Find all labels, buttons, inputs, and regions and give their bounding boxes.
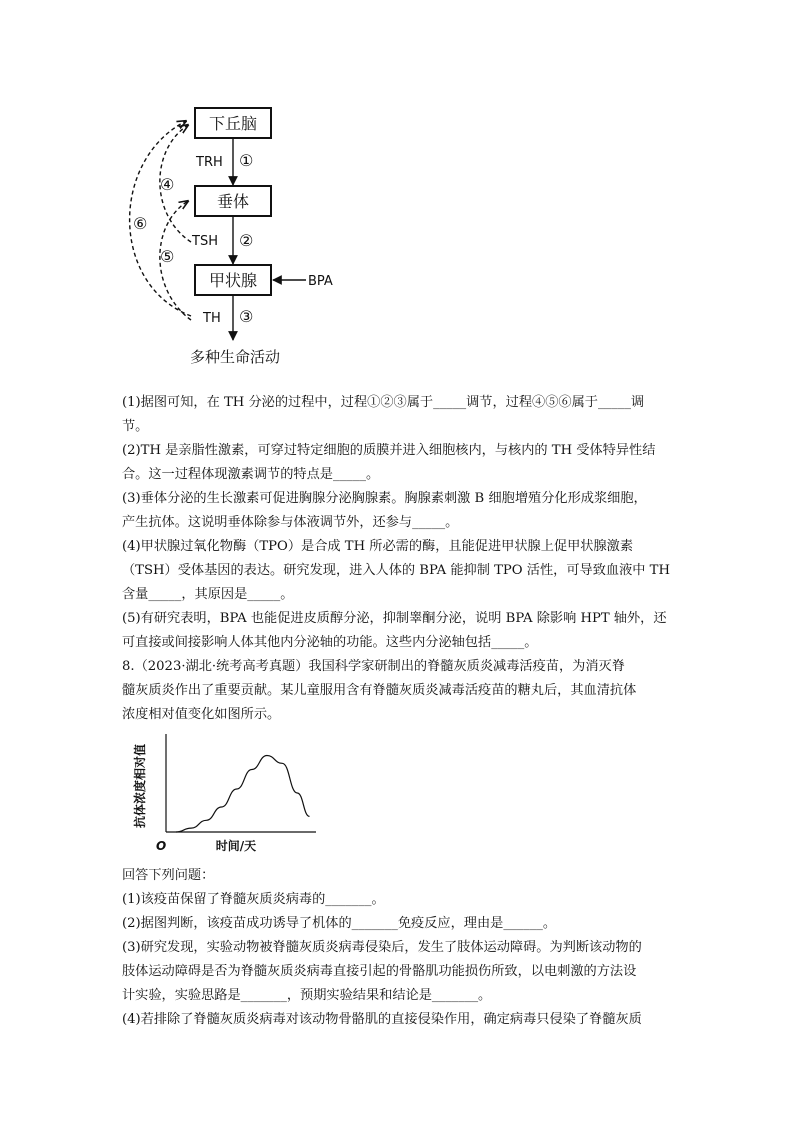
hpt-axis-diagram [0,0,800,380]
q7-line: (2)TH 是亲脂性激素，可穿过特定细胞的质膜并进入细胞核内，与核内的 TH 受体特异性结 [122,443,656,458]
origin-label: O [156,839,167,853]
q7-line: 可直接或间接影响人体其他内分泌轴的功能。这些内分泌轴包括_____。 [122,635,538,650]
q8-line: (2)据图判断，该疫苗成功诱导了机体的_______免疫反应，理由是______。 [122,916,557,931]
result-label: 多种生命活动 [190,348,281,366]
q8-text [122,864,682,1032]
q8-line: (1)该疫苗保留了脊髓灰质炎病毒的_______。 [122,892,385,907]
tsh-label: TSH [192,234,218,249]
q7-line: 产生抗体。这说明垂体除参与体液调节外，还参与_____。 [122,515,459,530]
thyroid-label: 甲状腺 [208,271,258,290]
q8-line: 回答下列问题： [122,868,215,883]
hypothalamus-label: 下丘脑 [208,114,258,133]
q7-line: 合。这一过程体现激素调节的特点是_____。 [122,467,380,482]
trh-label: TRH [196,155,223,170]
q7-line: (1)据图可知，在 TH 分泌的过程中，过程①②③属于_____调节，过程④⑤⑥属于_____调 [122,395,645,410]
circle-5: ⑤ [160,247,175,266]
q7-line: (4)甲状腺过氧化物酶（TPO）是合成 TH 所必需的酶，且能促进甲状腺上促甲状腺激素 [122,539,634,554]
circle-4: ④ [160,175,175,194]
q7-line: (3)垂体分泌的生长激素可促进胸腺分泌胸腺素。胸腺素刺激 B 细胞增殖分化形成浆细胞， [122,491,647,506]
q7-line: 节。 [122,419,149,434]
q7-text [122,391,682,727]
q7-line: 含量_____，其原因是_____。 [122,587,294,602]
y-axis-label: 抗体浓度相对值 [133,743,147,829]
th-label: TH [203,311,221,326]
pituitary-label: 垂体 [216,192,250,211]
q8-line: 肢体运动障碍是否为脊髓灰质炎病毒直接引起的骨骼肌功能损伤所致，以电刺激的方法设 [122,964,637,979]
q8-intro: 浓度相对值变化如图所示。 [122,707,281,722]
antibody-curve [176,756,310,833]
q8-intro: 髓灰质炎作出了重要贡献。某儿童服用含有脊髓灰质炎减毒活疫苗的糖丸后，其血清抗体 [122,683,637,698]
antibody-chart [130,730,330,855]
bpa-label: BPA [308,274,333,289]
circle-1: ① [239,151,254,170]
q8-line: 计实验，实验思路是_______，预期实验结果和结论是_______。 [122,988,492,1003]
q8-line: (3)研究发现，实验动物被脊髓灰质炎病毒侵染后，发生了肢体运动障碍。为判断该动物的 [122,940,642,955]
x-axis-label: 时间/天 [215,839,257,853]
q8-line: (4)若排除了脊髓灰质炎病毒对该动物骨骼肌的直接侵染作用，确定病毒只侵染了脊髓灰质 [122,1012,642,1027]
q7-line: （TSH）受体基因的表达。研究发现，进入人体的 BPA 能抑制 TPO 活性，可导致血液中 TH [122,563,670,578]
circle-3: ③ [239,307,254,326]
circle-6: ⑥ [133,214,148,233]
q7-line: (5)有研究表明，BPA 也能促进皮质醇分泌，抑制睾酮分泌，说明 BPA 除影响 HPT 轴外，还 [122,611,667,626]
circle-2: ② [239,231,254,250]
q8-intro: 8.（2023·湖北·统考高考真题）我国科学家研制出的脊髓灰质炎减毒活疫苗，为消灭脊 [122,659,625,674]
